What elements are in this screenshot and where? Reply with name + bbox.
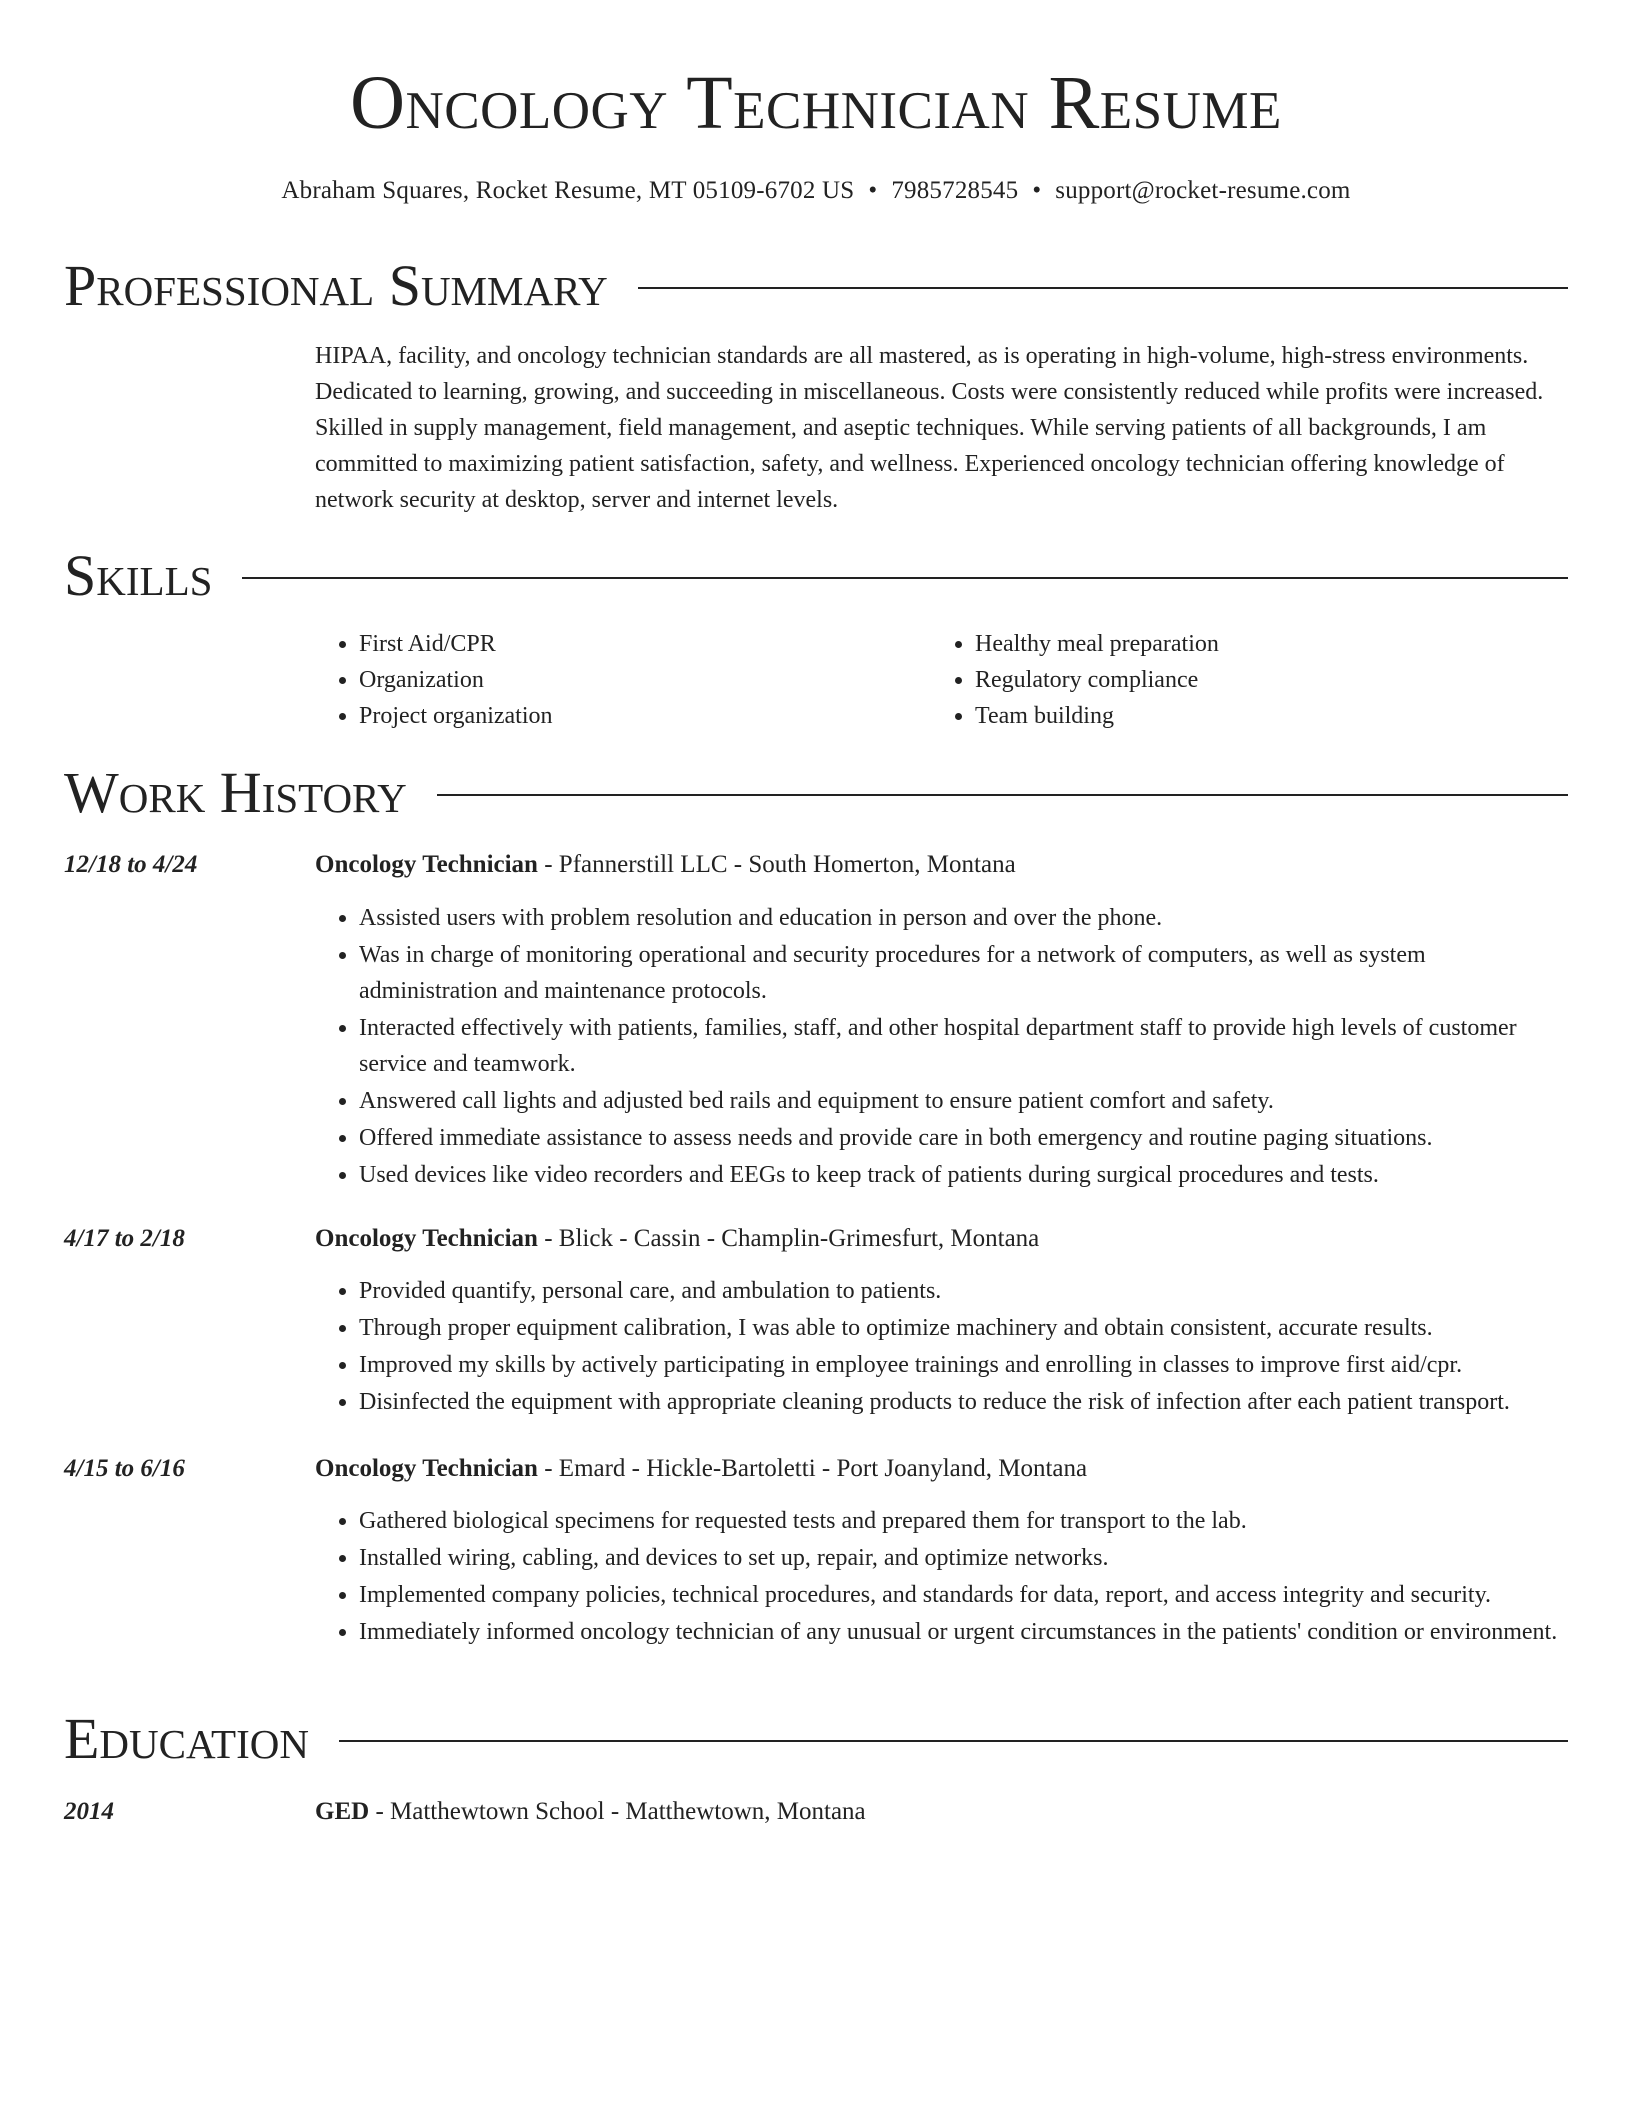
job-title: Oncology Technician	[315, 1225, 538, 1252]
job-headline	[315, 848, 1568, 882]
work-section-header	[64, 761, 1568, 825]
section-divider	[64, 577, 1568, 579]
job-bullet: • Interacted effectively with patients, families, staff, and other hospital department staff to provide high levels of customer service and teamwork.	[359, 1010, 1568, 1082]
job-dates: 12/18 to 4/24	[64, 851, 198, 878]
skills-list	[315, 626, 1568, 734]
separator-dot: •	[868, 177, 878, 204]
job-headline	[315, 1452, 1568, 1486]
skills-section-header	[64, 544, 1568, 608]
job-bullet: • Was in charge of monitoring operational and security procedures for a network of computers, as well as system administration and maintenance protocols.	[359, 937, 1568, 1009]
job-bullet: • Gathered biological specimens for requested tests and prepared them for transport to the lab.	[359, 1503, 1568, 1539]
job-bullet: • Improved my skills by actively participating in employee trainings and enrolling in classes to improve first aid/cpr.	[359, 1347, 1568, 1383]
job-details: - Emard - Hickle-Bartoletti - Port Joanyland, Montana	[537, 1455, 1088, 1482]
job-details: - Blick - Cassin - Champlin-Grimesfurt, Montana	[537, 1225, 1040, 1252]
section-heading-education: Education	[64, 1707, 339, 1771]
job-bullets	[315, 900, 1568, 1194]
separator-dot: •	[1032, 177, 1042, 204]
summary-section-header	[64, 254, 1568, 318]
job-bullet: • Implemented company policies, technical procedures, and standards for data, report, and access integrity and security.	[359, 1577, 1568, 1613]
contact-phone: 7985728545	[891, 177, 1019, 204]
education-details: - Matthewtown School - Matthewtown, Montana	[369, 1798, 866, 1825]
job-bullet: • Provided quantify, personal care, and ambulation to patients.	[359, 1273, 1568, 1309]
education-headline	[315, 1795, 1568, 1829]
job-dates: 4/15 to 6/16	[64, 1455, 185, 1482]
job-bullets	[315, 1273, 1568, 1421]
education-section-header	[64, 1707, 1568, 1771]
resume-title: Oncology Technician Resume	[350, 61, 1282, 145]
job-bullet: • Used devices like video recorders and EEGs to keep track of patients during surgical procedures and tests.	[359, 1157, 1568, 1193]
skill-item: • Healthy meal preparation	[975, 626, 1547, 662]
job-headline	[315, 1222, 1568, 1256]
contact-address: Abraham Squares, Rocket Resume, MT 05109-6702 US	[281, 177, 855, 204]
job-bullet: • Immediately informed oncology technician of any unusual or urgent circumstances in the patients' condition or environment.	[359, 1614, 1568, 1650]
job-title: Oncology Technician	[315, 851, 538, 878]
job-dates: 4/17 to 2/18	[64, 1225, 185, 1252]
education-year: 2014	[64, 1798, 114, 1825]
skill-item: • Team building	[975, 698, 1547, 734]
skills-column-left	[315, 626, 931, 734]
job-bullet: • Assisted users with problem resolution and education in person and over the phone.	[359, 900, 1568, 936]
section-heading-work: Work History	[64, 761, 437, 825]
job-bullet: • Installed wiring, cabling, and devices to set up, repair, and optimize networks.	[359, 1540, 1568, 1576]
summary-text: HIPAA, facility, and oncology technician standards are all mastered, as is operating in high-volume, high-stress environments. Dedicated to learning, growing, and succeeding in miscellaneous. Costs were consistently reduced while profits were increased. Skilled in supply management, field management, and aseptic techniques. While serving patients of all backgrounds, I am committed to maximizing patient satisfaction, safety, and wellness. Experienced oncology technician offering knowledge of network security at desktop, server and internet levels.	[315, 343, 1544, 513]
skill-item: • Regulatory compliance	[975, 662, 1547, 698]
skills-column-right	[931, 626, 1547, 734]
job-bullet: • Disinfected the equipment with appropriate cleaning products to reduce the risk of infection after each patient transport.	[359, 1384, 1568, 1420]
job-bullet: • Answered call lights and adjusted bed rails and equipment to ensure patient comfort and safety.	[359, 1083, 1568, 1119]
job-bullet: • Through proper equipment calibration, I was able to optimize machinery and obtain consistent, accurate results.	[359, 1310, 1568, 1346]
skill-item: • Project organization	[359, 698, 931, 734]
section-heading-summary: Professional Summary	[64, 254, 638, 318]
contact-line	[64, 174, 1568, 208]
education-degree: GED	[315, 1798, 370, 1825]
job-details: - Pfannerstill LLC - South Homerton, Montana	[537, 851, 1016, 878]
skill-item: • Organization	[359, 662, 931, 698]
contact-email: support@rocket-resume.com	[1055, 177, 1351, 204]
job-title: Oncology Technician	[315, 1455, 538, 1482]
skill-item: • First Aid/CPR	[359, 626, 931, 662]
section-heading-skills: Skills	[64, 544, 242, 608]
job-bullet: • Offered immediate assistance to assess needs and provide care in both emergency and routine paging situations.	[359, 1120, 1568, 1156]
job-bullets	[315, 1503, 1568, 1651]
